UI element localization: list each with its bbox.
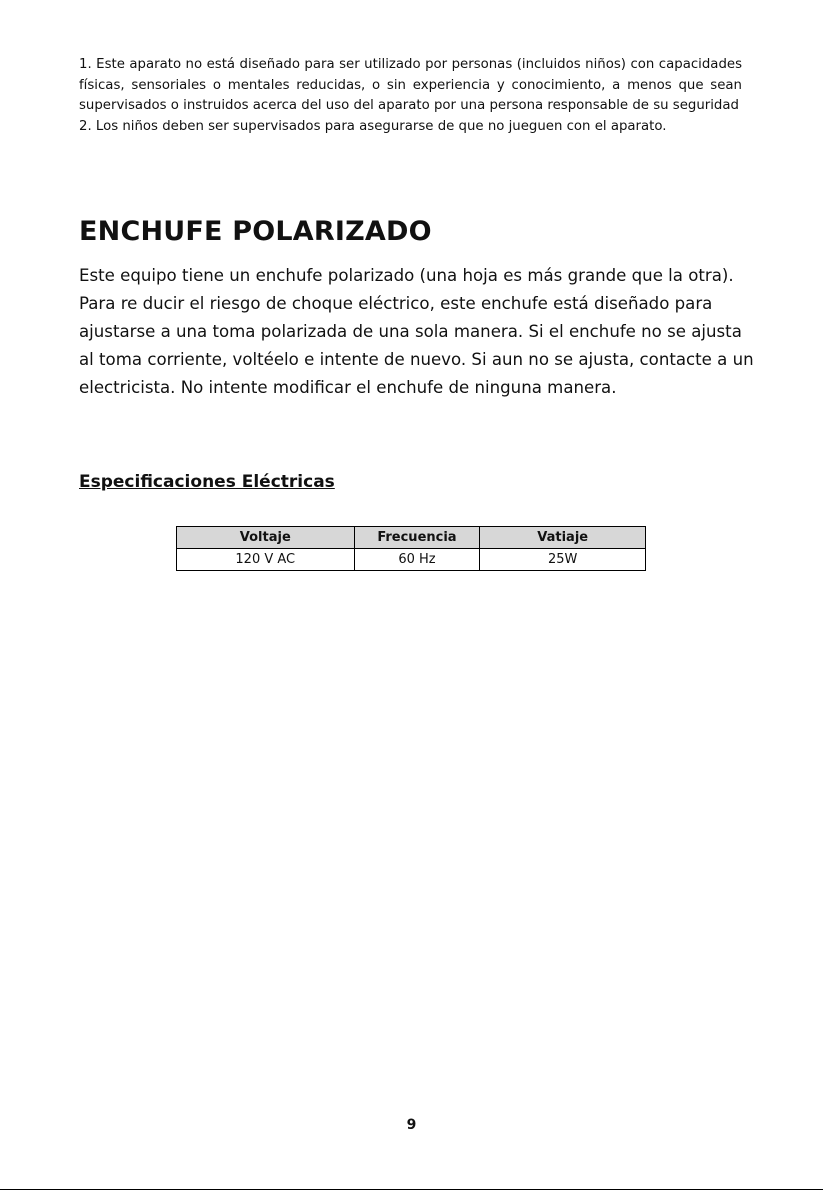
warning-item-1: 1. Este aparato no está diseñado para ser utilizado por personas (incluidos niños) con capacidades físicas, sensoriales o mentales reducidas, o sin experiencia y conocimiento, a menos que sean supervisados o instruidos acerca del uso del aparato por una persona responsable de su seguridad xyxy=(79,57,742,114)
warning-item-2: 2. Los niños deben ser supervisados para asegurarse de que no jueguen con el aparato. xyxy=(79,118,667,134)
section-title: ENCHUFE POLARIZADO xyxy=(79,216,432,247)
header-voltage: Voltaje xyxy=(177,527,355,549)
cell-voltage: 120 V AC xyxy=(177,549,355,571)
cell-frequency: 60 Hz xyxy=(354,549,480,571)
cell-wattage: 25W xyxy=(480,549,646,571)
section-body: Este equipo tiene un enchufe polarizado (una hoja es más grande que la otra). Para re ducir el riesgo de choque eléctrico, este enchufe está diseñado para ajustarse a una toma polarizada de una sola manera. Si el enchufe no se ajusta al toma corriente, voltéelo e intente de nuevo. Si aun no se ajusta, contacte a un electricista. No intente modificar el enchufe de ninguna manera. xyxy=(79,266,754,397)
specs-table xyxy=(176,526,646,571)
table-row xyxy=(177,549,646,571)
page-number: 9 xyxy=(406,1117,417,1133)
specs-heading: Especificaciones Eléctricas xyxy=(79,472,335,492)
header-frequency: Frecuencia xyxy=(354,527,480,549)
safety-warnings xyxy=(79,55,742,137)
table-header-row xyxy=(177,527,646,549)
header-wattage: Vatiaje xyxy=(480,527,646,549)
bottom-rule xyxy=(0,1189,823,1190)
